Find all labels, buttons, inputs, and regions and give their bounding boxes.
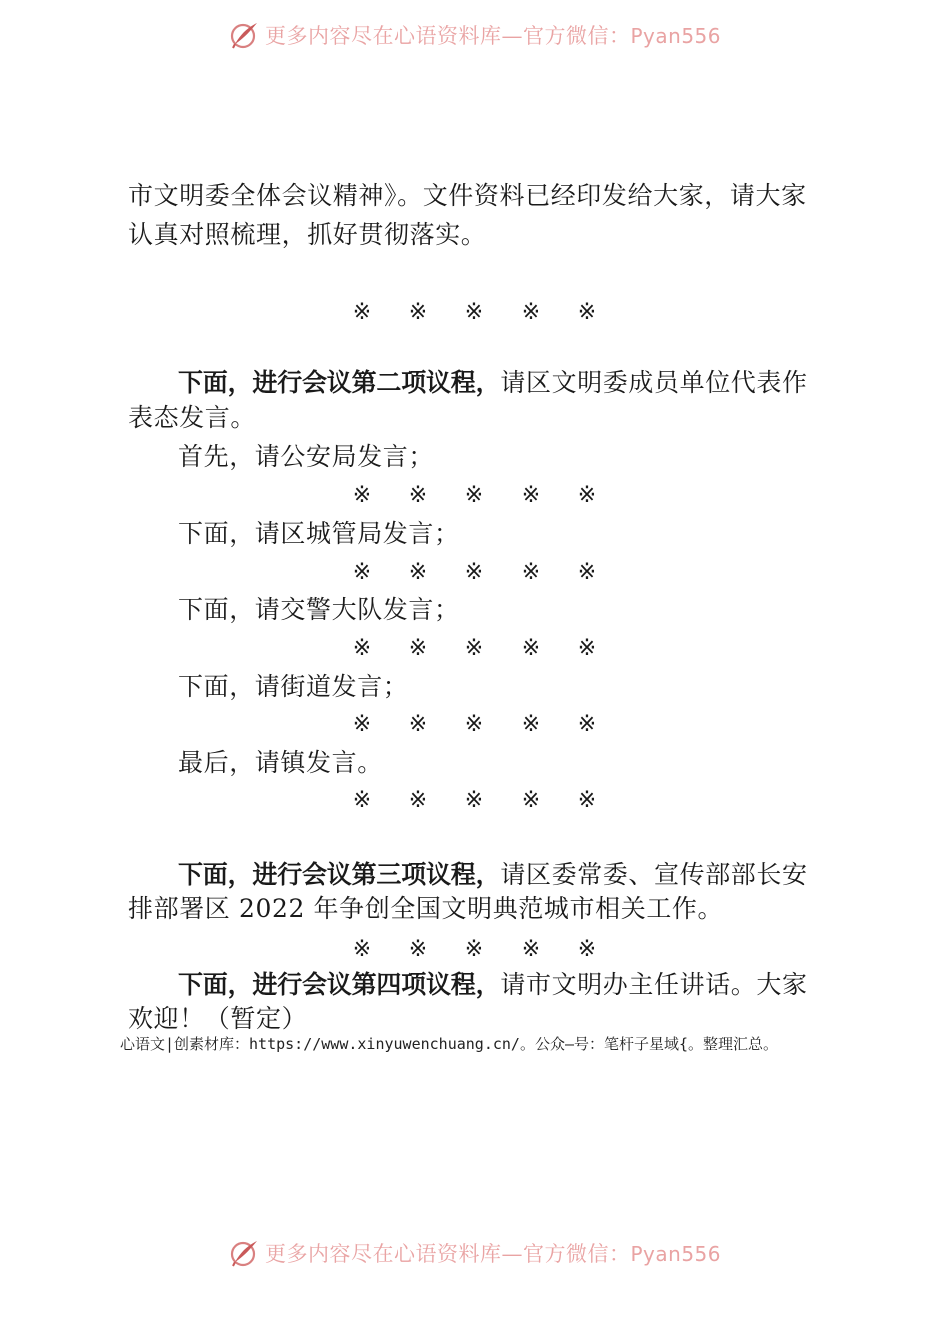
reference-mark: ※ (352, 300, 372, 325)
watermark-text: 更多内容尽在心语资料库—官方微信：Pyan556 (264, 24, 721, 48)
source-footnote: 心语文|创素材库：https://www.xinyuwenchuang.cn/。公众—号：笔杆子星域{。整理汇总。 (120, 1035, 779, 1053)
reference-mark: ※ (521, 560, 541, 585)
body-line: 表态发言。 (128, 403, 257, 432)
reference-mark: ※ (521, 300, 541, 325)
reference-mark: ※ (464, 560, 484, 585)
reference-mark: ※ (464, 300, 484, 325)
reference-mark: ※ (408, 636, 428, 661)
watermark-footer (0, 1233, 950, 1273)
agenda-heading: 下面，进行会议第四项议程， (178, 970, 501, 999)
section-separator (0, 298, 950, 328)
watermark-text: 更多内容尽在心语资料库—官方微信：Pyan556 (264, 1242, 721, 1266)
reference-mark: ※ (577, 560, 597, 585)
reference-mark: ※ (521, 712, 541, 737)
watermark-id: Pyan556 (630, 1242, 721, 1266)
section-separator (0, 634, 950, 664)
reference-mark: ※ (352, 712, 372, 737)
body-line: 认真对照梳理，抓好贯彻落实。 (128, 220, 487, 249)
body-line: 排部署区 2022 年争创全国文明典范城市相关工作。 (128, 894, 724, 923)
body-line: 市文明委全体会议精神》。文件资料已经印发给大家，请大家 (128, 181, 807, 210)
reference-mark: ※ (352, 937, 372, 962)
speaker-line: 首先，请公安局发言； (178, 442, 435, 471)
reference-mark: ※ (408, 788, 428, 813)
reference-mark: ※ (577, 300, 597, 325)
speaker-line: 下面，请交警大队发言； (178, 595, 460, 624)
reference-mark: ※ (521, 483, 541, 508)
reference-mark: ※ (577, 937, 597, 962)
speaker-line: 下面，请街道发言； (178, 672, 409, 701)
watermark-id: Pyan556 (630, 24, 721, 48)
reference-mark: ※ (464, 636, 484, 661)
reference-mark: ※ (577, 483, 597, 508)
watermark-header (0, 15, 950, 55)
reference-mark: ※ (521, 937, 541, 962)
reference-mark: ※ (352, 788, 372, 813)
section-separator (0, 481, 950, 511)
agenda-text: 请市文明办主任讲话。大家 (500, 970, 808, 999)
reference-mark: ※ (408, 937, 428, 962)
section-separator (0, 710, 950, 740)
quill-logo-icon (229, 1238, 259, 1268)
speaker-line: 下面，请区城管局发言； (178, 519, 460, 548)
body-line: 欢迎！（暂定） (128, 1004, 308, 1033)
reference-mark: ※ (577, 788, 597, 813)
reference-mark: ※ (464, 712, 484, 737)
reference-mark: ※ (464, 788, 484, 813)
section-separator (0, 558, 950, 588)
speaker-line: 最后，请镇发言。 (178, 748, 383, 777)
section-separator (0, 786, 950, 816)
reference-mark: ※ (464, 937, 484, 962)
agenda-item-3 (178, 859, 808, 891)
section-separator (0, 935, 950, 965)
reference-mark: ※ (352, 636, 372, 661)
reference-mark: ※ (408, 483, 428, 508)
reference-mark: ※ (464, 483, 484, 508)
reference-mark: ※ (408, 712, 428, 737)
reference-mark: ※ (521, 636, 541, 661)
agenda-heading: 下面，进行会议第二项议程， (178, 368, 501, 397)
agenda-item-4 (178, 969, 808, 1001)
reference-mark: ※ (352, 560, 372, 585)
reference-mark: ※ (408, 560, 428, 585)
reference-mark: ※ (577, 712, 597, 737)
agenda-heading: 下面，进行会议第三项议程， (178, 860, 501, 889)
agenda-text: 请区文明委成员单位代表作 (500, 368, 808, 397)
agenda-item-2 (178, 367, 808, 399)
reference-mark: ※ (408, 300, 428, 325)
agenda-text: 请区委常委、宣传部部长安 (500, 860, 808, 889)
reference-mark: ※ (577, 636, 597, 661)
reference-mark: ※ (352, 483, 372, 508)
quill-logo-icon (229, 20, 259, 50)
reference-mark: ※ (521, 788, 541, 813)
